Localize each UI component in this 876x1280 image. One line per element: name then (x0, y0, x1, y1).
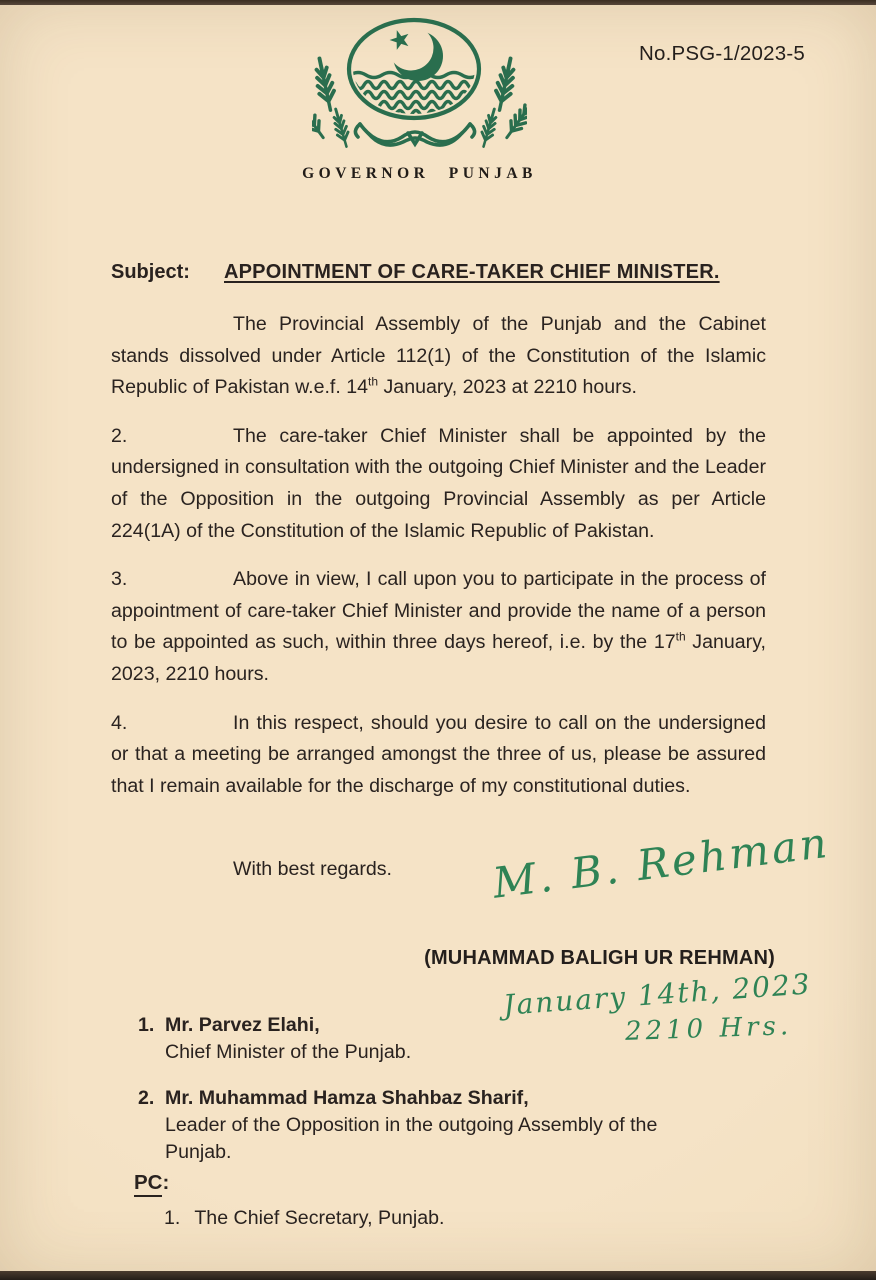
crescent-star-waves-wheat-crest-icon (312, 12, 527, 164)
addressee-number: 1. (138, 1014, 155, 1036)
addressee-number: 2. (138, 1087, 155, 1109)
paragraph-number: 4. (111, 711, 128, 734)
paragraph-number: 2. (111, 424, 128, 447)
addressee-name: Mr. Parvez Elahi, (165, 1014, 320, 1036)
pc-colon: : (162, 1171, 170, 1194)
ordinal-superscript: th (368, 374, 379, 389)
paragraph-2 (111, 421, 766, 547)
addressee-1 (138, 1012, 698, 1066)
addressee-2 (138, 1085, 698, 1166)
paragraph-text: January, 2023 at 2210 hours. (378, 376, 637, 399)
scan-edge-top (0, 0, 876, 5)
addressee-title: Leader of the Opposition in the outgoing Assembly of the Punjab. (165, 1114, 658, 1163)
paragraph-text: Above in view, I call upon you to participate in the process of appointment of care-taker Chief Minister and provide the name of a person to be appointed as such, within three days hereof, i.e. by the 17 (111, 568, 766, 654)
subject-row (111, 261, 766, 284)
paragraph-number: 3. (111, 568, 128, 591)
signatory-name: (MUHAMMAD BALIGH UR REHMAN) (424, 947, 775, 969)
pc-item-number: 1. (164, 1207, 181, 1229)
subject-label: Subject: (111, 261, 190, 283)
pc-label: PC (134, 1171, 162, 1197)
paragraph-text: In this respect, should you desire to call on the undersigned or that a meeting be arranged amongst the three of us, please be assured that I remain available for the discharge of my constitutional duties. (111, 711, 766, 797)
pc-item-1 (164, 1207, 444, 1230)
signoff-regards: With best regards. (233, 858, 392, 881)
reference-number: No.PSG-1/2023-5 (639, 42, 805, 65)
addressee-list (138, 1012, 698, 1185)
governor-signature: M. B. Rehman (490, 817, 833, 908)
paragraph-text: The care-taker Chief Minister shall be appointed by the undersigned in consultation with the outgoing Chief Minister and the Leader of the Opposition in the outgoing Provincial Assembly as per Article 224(1A) of the Constitution of the Islamic Republic of Pakistan. (111, 424, 766, 542)
letter-body (111, 261, 766, 881)
ordinal-superscript: th (675, 629, 686, 644)
paragraph-3 (111, 564, 766, 690)
handwritten-date: January 14th, 2023 (502, 967, 813, 1022)
pc-heading (134, 1171, 169, 1195)
org-title: GOVERNOR PUNJAB (302, 165, 537, 182)
punjab-government-emblem-icon (312, 12, 527, 164)
pc-item-text: The Chief Secretary, Punjab. (194, 1207, 445, 1229)
subject-title: APPOINTMENT OF CARE-TAKER CHIEF MINISTER. (224, 261, 720, 283)
scan-edge-bottom (0, 1271, 876, 1280)
handwritten-time: 2210 Hrs. (624, 1011, 793, 1047)
addressee-name: Mr. Muhammad Hamza Shahbaz Sharif, (165, 1087, 529, 1109)
addressee-title: Chief Minister of the Punjab. (165, 1041, 412, 1063)
paragraph-1 (111, 309, 766, 404)
paragraph-4 (111, 708, 766, 803)
paragraph-text: January, 2023, 2210 hours. (111, 631, 766, 685)
paragraph-text: The Provincial Assembly of the Punjab and the Cabinet stands dissolved under Article 112(1) of the Constitution of the Islamic Republic of Pakistan w.e.f. 14 (111, 313, 766, 399)
